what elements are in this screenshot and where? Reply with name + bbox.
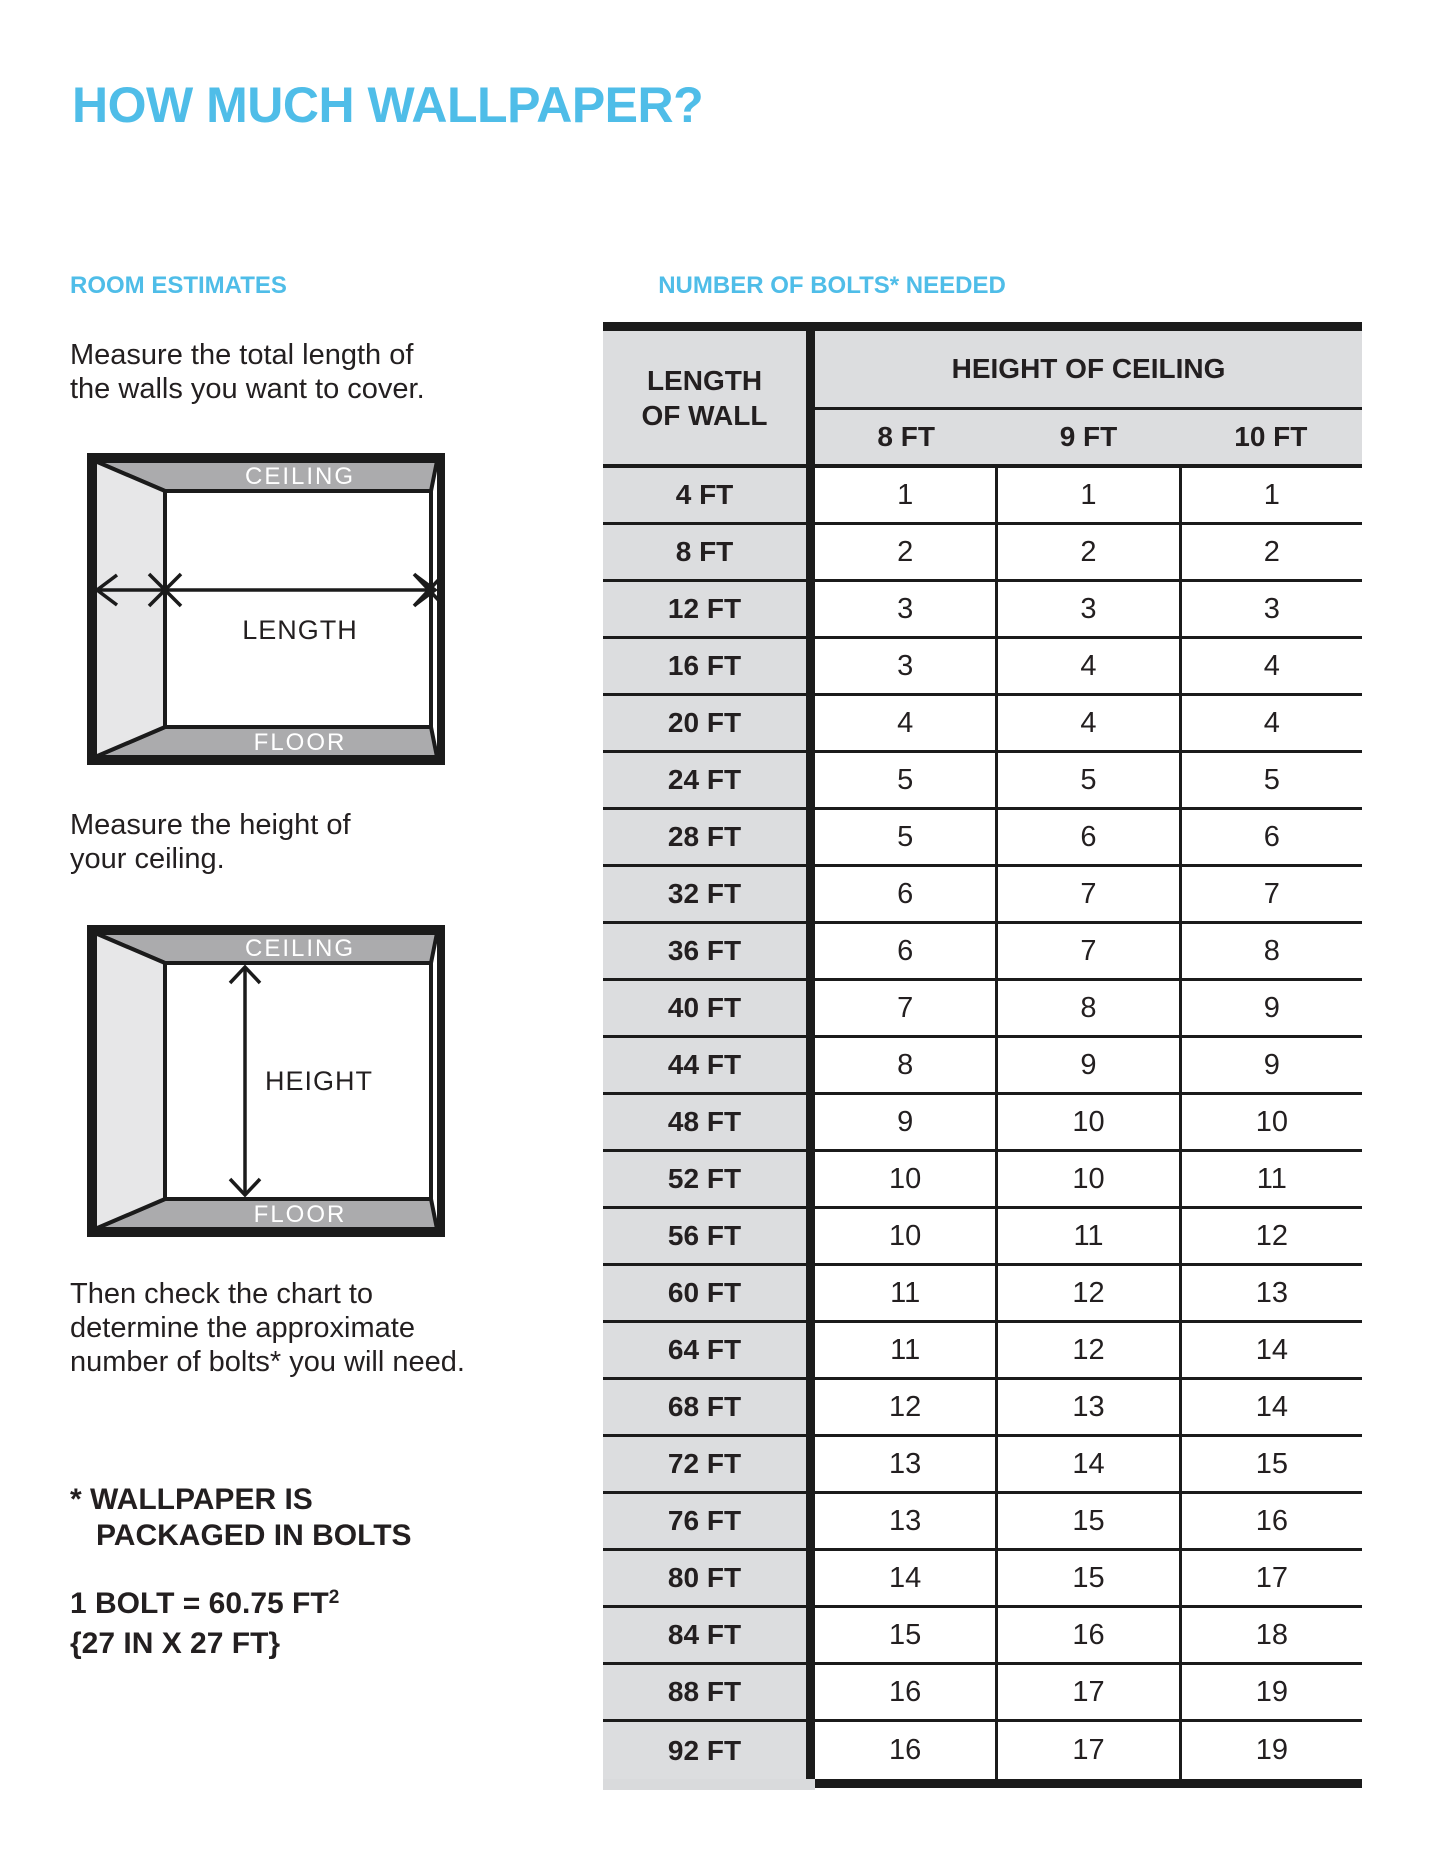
- table-row: [603, 924, 1362, 981]
- bolts-cell-9ft: 12: [998, 1266, 1181, 1320]
- ceiling-header-group: [815, 331, 1362, 464]
- row-length-label: 72 FT: [603, 1437, 815, 1491]
- room-length-diagram: [87, 453, 445, 765]
- bolts-cell-8ft: 4: [815, 696, 998, 750]
- bolts-cell-9ft: 7: [998, 867, 1181, 921]
- bolts-cell-10ft: 8: [1182, 924, 1362, 978]
- step1-line2: the walls you want to cover.: [70, 373, 425, 405]
- room-estimates-heading: ROOM ESTIMATES: [70, 272, 287, 299]
- row-length-label: 28 FT: [603, 810, 815, 864]
- floor-label: FLOOR: [253, 1201, 347, 1228]
- bolts-cell-8ft: 15: [815, 1608, 998, 1662]
- row-length-label: 60 FT: [603, 1266, 815, 1320]
- page-title: HOW MUCH WALLPAPER?: [72, 77, 704, 133]
- table-row: [603, 1608, 1362, 1665]
- table-header: [603, 331, 1362, 468]
- table-row: [603, 639, 1362, 696]
- bolts-cell-10ft: 14: [1182, 1380, 1362, 1434]
- row-length-label: 92 FT: [603, 1722, 815, 1779]
- table-left-column-tab: [603, 1779, 815, 1790]
- bolts-cell-8ft: 16: [815, 1722, 998, 1779]
- bolts-cell-10ft: 17: [1182, 1551, 1362, 1605]
- footnote-line2: PACKAGED IN BOLTS: [96, 1519, 412, 1552]
- step3-text: [70, 1277, 465, 1379]
- table-row: [603, 696, 1362, 753]
- table-row: [603, 1665, 1362, 1722]
- bolts-cell-10ft: 4: [1182, 639, 1362, 693]
- floor-label: FLOOR: [253, 729, 347, 756]
- bolts-cell-9ft: 14: [998, 1437, 1181, 1491]
- bolts-cell-10ft: 3: [1182, 582, 1362, 636]
- row-length-label: 84 FT: [603, 1608, 815, 1662]
- row-length-label: 88 FT: [603, 1665, 815, 1719]
- row-length-label: 80 FT: [603, 1551, 815, 1605]
- step2-line1: Measure the height of: [70, 809, 351, 841]
- bolts-cell-8ft: 7: [815, 981, 998, 1035]
- bolts-cell-9ft: 7: [998, 924, 1181, 978]
- bolts-cell-10ft: 11: [1182, 1152, 1362, 1206]
- bolts-cell-10ft: 9: [1182, 981, 1362, 1035]
- table-row: [603, 1266, 1362, 1323]
- row-length-label: 64 FT: [603, 1323, 815, 1377]
- bolts-cell-9ft: 3: [998, 582, 1181, 636]
- bolts-cell-9ft: 8: [998, 981, 1181, 1035]
- bolts-cell-9ft: 2: [998, 525, 1181, 579]
- bolts-cell-10ft: 4: [1182, 696, 1362, 750]
- col-header-8ft: 8 FT: [877, 421, 935, 452]
- bolts-cell-9ft: 12: [998, 1323, 1181, 1377]
- bolts-cell-10ft: 9: [1182, 1038, 1362, 1092]
- table-body: [603, 468, 1362, 1779]
- row-length-label: 40 FT: [603, 981, 815, 1035]
- bolts-cell-8ft: 10: [815, 1209, 998, 1263]
- bolts-cell-8ft: 5: [815, 810, 998, 864]
- length-of-wall-line2: OF WALL: [641, 399, 768, 431]
- bolts-cell-9ft: 11: [998, 1209, 1181, 1263]
- bolts-cell-10ft: 5: [1182, 753, 1362, 807]
- bolts-cell-8ft: 14: [815, 1551, 998, 1605]
- bolts-cell-9ft: 13: [998, 1380, 1181, 1434]
- row-length-label: 8 FT: [603, 525, 815, 579]
- step2-text: [70, 808, 351, 876]
- bolts-cell-10ft: 19: [1182, 1722, 1362, 1779]
- bolts-cell-9ft: 9: [998, 1038, 1181, 1092]
- bolts-cell-8ft: 13: [815, 1437, 998, 1491]
- ceiling-label: CEILING: [244, 935, 356, 962]
- bolts-cell-9ft: 4: [998, 696, 1181, 750]
- row-length-label: 4 FT: [603, 468, 815, 522]
- bolts-cell-8ft: 5: [815, 753, 998, 807]
- exponent: 2: [328, 1587, 340, 1608]
- row-length-label: 16 FT: [603, 639, 815, 693]
- left-wall-panel: [95, 933, 165, 1229]
- table-row: [603, 582, 1362, 639]
- left-wall-panel: [95, 461, 165, 757]
- bolts-cell-10ft: 2: [1182, 525, 1362, 579]
- table-row: [603, 1323, 1362, 1380]
- bolts-cell-8ft: 8: [815, 1038, 998, 1092]
- step2-line2: your ceiling.: [70, 843, 225, 875]
- row-length-label: 48 FT: [603, 1095, 815, 1149]
- col-header-9ft: 9 FT: [1059, 421, 1118, 452]
- bolt-dimensions: {27 IN X 27 FT}: [70, 1627, 281, 1660]
- bolts-cell-10ft: 10: [1182, 1095, 1362, 1149]
- room-height-diagram: [87, 925, 445, 1237]
- bolt-equation-line: 1 BOLT = 60.75 $FT^2$: [70, 1587, 340, 1620]
- bolts-cell-8ft: 6: [815, 924, 998, 978]
- bolts-cell-9ft: 10: [998, 1152, 1181, 1206]
- bolts-cell-8ft: 3: [815, 582, 998, 636]
- bolts-cell-8ft: 3: [815, 639, 998, 693]
- footnote-line1: * WALLPAPER IS: [70, 1483, 313, 1516]
- bolts-cell-9ft: 6: [998, 810, 1181, 864]
- table-row: [603, 810, 1362, 867]
- bolts-cell-10ft: 16: [1182, 1494, 1362, 1548]
- bolt-equation: [70, 1586, 339, 1662]
- row-length-label: 56 FT: [603, 1209, 815, 1263]
- bolts-cell-8ft: 13: [815, 1494, 998, 1548]
- bolts-cell-10ft: 1: [1182, 468, 1362, 522]
- table-row: [603, 1380, 1362, 1437]
- step1-text: [70, 338, 425, 406]
- bolts-cell-9ft: 10: [998, 1095, 1181, 1149]
- col-header-10ft: 10 FT: [1234, 421, 1308, 452]
- row-length-label: 20 FT: [603, 696, 815, 750]
- bolts-cell-10ft: 14: [1182, 1323, 1362, 1377]
- row-length-label: 36 FT: [603, 924, 815, 978]
- bolts-table-heading: NUMBER OF BOLTS* NEEDED: [658, 272, 1006, 299]
- bolts-cell-9ft: 4: [998, 639, 1181, 693]
- step3-line1: Then check the chart to: [70, 1278, 374, 1310]
- table-row: [603, 1209, 1362, 1266]
- bolts-cell-8ft: 10: [815, 1152, 998, 1206]
- bolts-cell-10ft: 15: [1182, 1437, 1362, 1491]
- ceiling-label: CEILING: [244, 463, 356, 490]
- step3-line2: determine the approximate: [70, 1312, 415, 1344]
- back-wall-panel: [165, 491, 431, 727]
- table-row: [603, 981, 1362, 1038]
- bolts-cell-10ft: 19: [1182, 1665, 1362, 1719]
- table-row: [603, 1551, 1362, 1608]
- bolts-cell-9ft: 5: [998, 753, 1181, 807]
- bolts-cell-8ft: 11: [815, 1323, 998, 1377]
- bolts-cell-9ft: 15: [998, 1551, 1181, 1605]
- step3-line3: number of bolts* you will need.: [70, 1346, 465, 1378]
- length-of-wall-line1: LENGTH: [646, 364, 763, 396]
- bolts-cell-9ft: 17: [998, 1722, 1181, 1779]
- table-row: [603, 525, 1362, 582]
- bolts-cell-9ft: 15: [998, 1494, 1181, 1548]
- table-row: [603, 867, 1362, 924]
- bolts-cell-8ft: 1: [815, 468, 998, 522]
- bolts-cell-10ft: 18: [1182, 1608, 1362, 1662]
- bolts-cell-8ft: 6: [815, 867, 998, 921]
- table-row: [603, 468, 1362, 525]
- row-length-label: 12 FT: [603, 582, 815, 636]
- bolts-cell-10ft: 12: [1182, 1209, 1362, 1263]
- bolts-cell-8ft: 9: [815, 1095, 998, 1149]
- row-length-label: 76 FT: [603, 1494, 815, 1548]
- table-row: [603, 1038, 1362, 1095]
- step1-line1: Measure the total length of: [70, 339, 414, 371]
- table-row: [603, 753, 1362, 810]
- row-length-label: 44 FT: [603, 1038, 815, 1092]
- bolts-needed-table: [603, 322, 1362, 1788]
- bolts-cell-8ft: 11: [815, 1266, 998, 1320]
- table-row: [603, 1095, 1362, 1152]
- bolts-cell-10ft: 13: [1182, 1266, 1362, 1320]
- row-length-label: 68 FT: [603, 1380, 815, 1434]
- length-of-wall-header: [603, 331, 815, 464]
- table-row: [603, 1152, 1362, 1209]
- height-of-ceiling-header: HEIGHT OF CEILING: [815, 331, 1362, 410]
- bolts-cell-8ft: 12: [815, 1380, 998, 1434]
- bolts-cell-9ft: 1: [998, 468, 1181, 522]
- wallpaper-footnote: [70, 1482, 412, 1554]
- row-length-label: 32 FT: [603, 867, 815, 921]
- row-length-label: 52 FT: [603, 1152, 815, 1206]
- height-label: HEIGHT: [265, 1066, 374, 1096]
- bolts-cell-8ft: 2: [815, 525, 998, 579]
- bolts-cell-10ft: 6: [1182, 810, 1362, 864]
- bolts-cell-8ft: 16: [815, 1665, 998, 1719]
- table-row: [603, 1437, 1362, 1494]
- length-label: LENGTH: [242, 615, 358, 645]
- bolts-cell-9ft: 17: [998, 1665, 1181, 1719]
- table-row: [603, 1494, 1362, 1551]
- bolts-cell-10ft: 7: [1182, 867, 1362, 921]
- ceiling-height-subheaders: [815, 410, 1362, 464]
- row-length-label: 24 FT: [603, 753, 815, 807]
- bolts-cell-9ft: 16: [998, 1608, 1181, 1662]
- table-row: [603, 1722, 1362, 1779]
